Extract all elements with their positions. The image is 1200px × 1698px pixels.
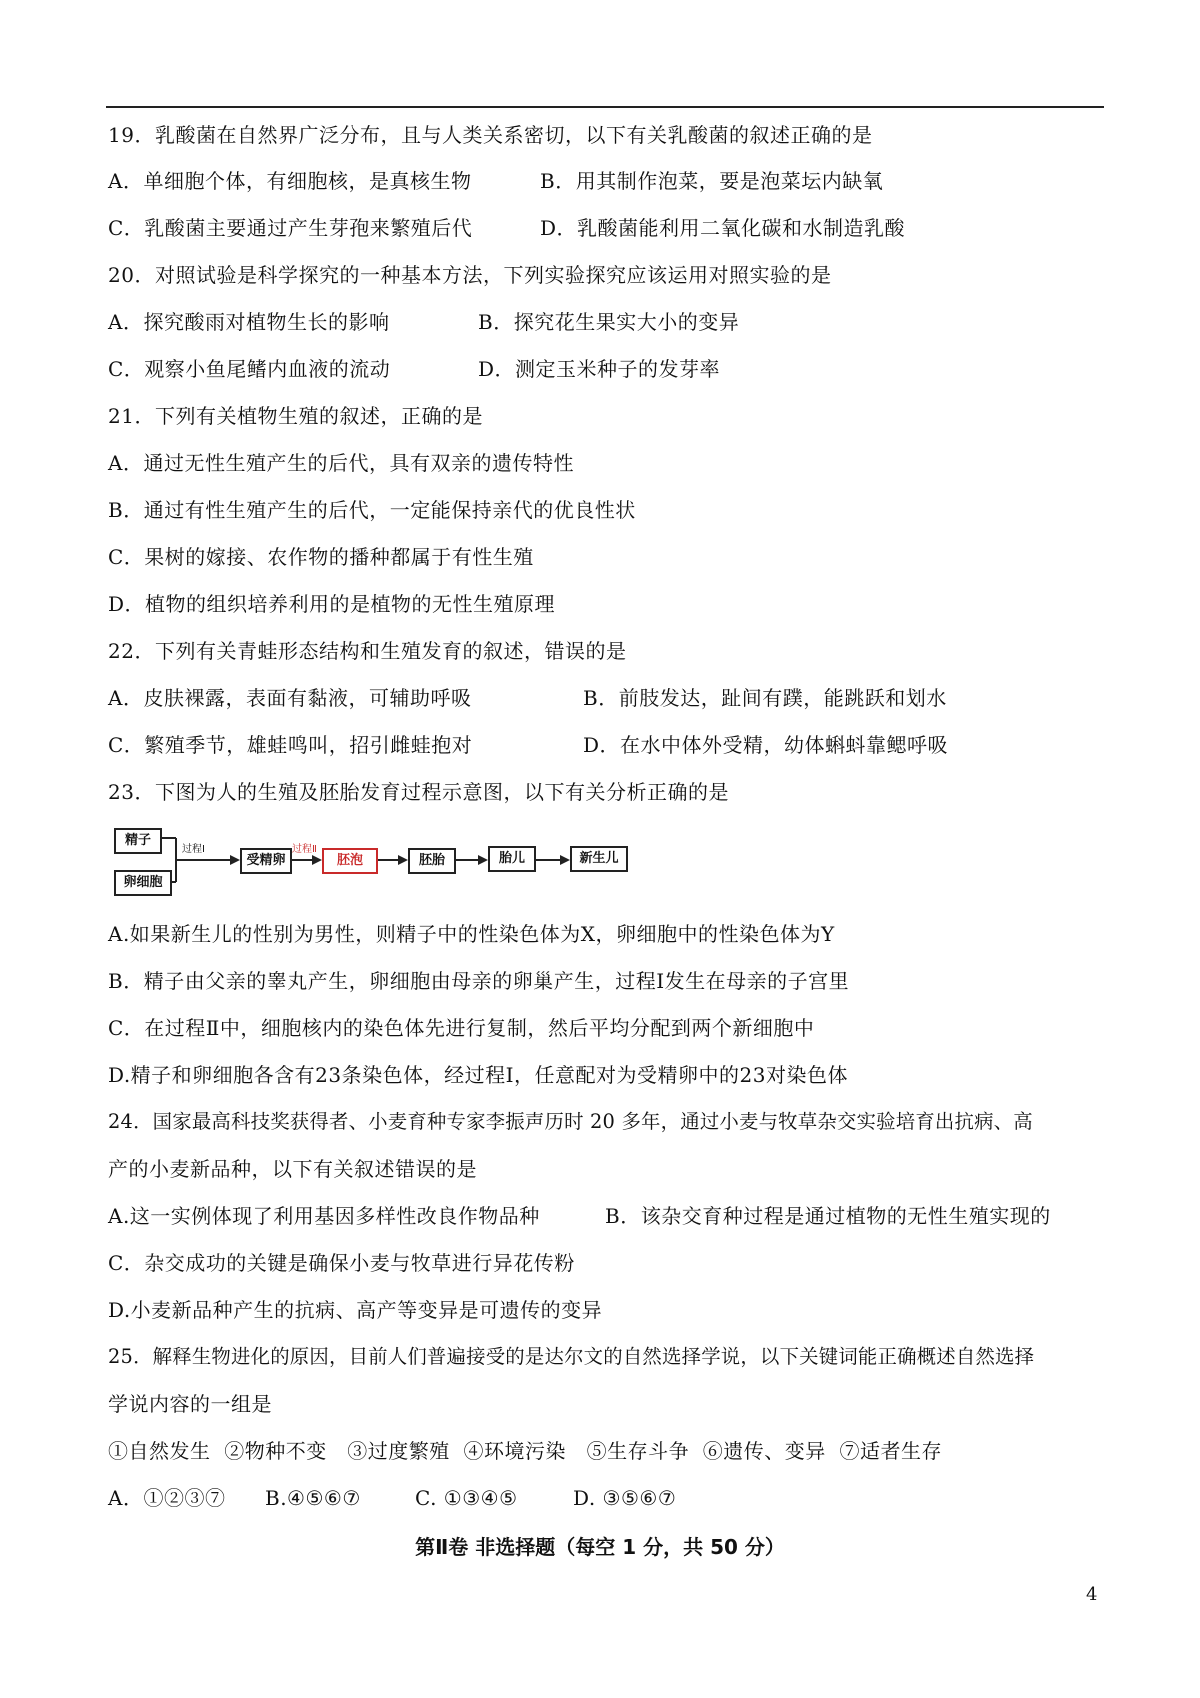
reproduction-diagram bbox=[112, 826, 632, 902]
q20-option-c: C．观察小鱼尾鳍内血液的流动 bbox=[108, 357, 391, 381]
blastocyst-box: 胚泡 bbox=[322, 848, 378, 874]
q23-option-d: D.精子和卵细胞各含有23条染色体，经过程Ⅰ，任意配对为受精卵中的23对染色体 bbox=[108, 1063, 848, 1087]
q19-option-a: A．单细胞个体，有细胞核，是真核生物 bbox=[108, 169, 472, 193]
q21-option-b: B．通过有性生殖产生的后代，一定能保持亲代的优良性状 bbox=[108, 498, 636, 522]
q20-option-a: A．探究酸雨对植物生长的影响 bbox=[108, 310, 390, 334]
zygote-box: 受精卵 bbox=[240, 848, 292, 874]
q21-option-c: C．果树的嫁接、农作物的播种都属于有性生殖 bbox=[108, 545, 534, 569]
q25-option-c: C. ①③④⑤ bbox=[415, 1486, 518, 1510]
q20-stem: 20．对照试验是科学探究的一种基本方法，下列实验探究应该运用对照实验的是 bbox=[108, 263, 832, 287]
q22-option-b: B．前肢发达，趾间有蹼，能跳跃和划水 bbox=[583, 686, 947, 710]
q23-option-b: B．精子由父亲的睾丸产生，卵细胞由母亲的卵巢产生，过程Ⅰ发生在母亲的子宫里 bbox=[108, 969, 850, 993]
embryo-box: 胚胎 bbox=[408, 848, 456, 874]
q25-option-a: A．①②③⑦ bbox=[108, 1486, 226, 1510]
q22-option-d: D．在水中体外受精，幼体蝌蚪靠鳃呼吸 bbox=[583, 733, 949, 757]
q23-option-c: C．在过程Ⅱ中，细胞核内的染色体先进行复制，然后平均分配到两个新细胞中 bbox=[108, 1016, 815, 1040]
egg-box: 卵细胞 bbox=[114, 870, 172, 896]
newborn-box: 新生儿 bbox=[570, 846, 628, 872]
q25-option-b: B.④⑤⑥⑦ bbox=[265, 1486, 361, 1510]
page-number: 4 bbox=[1086, 1584, 1098, 1605]
fetus-box: 胎儿 bbox=[488, 846, 536, 872]
q25-option-d: D. ③⑤⑥⑦ bbox=[573, 1486, 677, 1510]
q24-option-d: D.小麦新品种产生的抗病、高产等变异是可遗传的变异 bbox=[108, 1298, 603, 1322]
q19-stem: 19．乳酸菌在自然界广泛分布，且与人类关系密切，以下有关乳酸菌的叙述正确的是 bbox=[108, 123, 873, 147]
q20-option-d: D．测定玉米种子的发芽率 bbox=[478, 357, 721, 381]
q21-option-d: D．植物的组织培养利用的是植物的无性生殖原理 bbox=[108, 592, 556, 616]
q22-option-c: C．繁殖季节，雄蛙鸣叫，招引雌蛙抱对 bbox=[108, 733, 473, 757]
q20-option-b: B．探究花生果实大小的变异 bbox=[478, 310, 740, 334]
q24-stem-line1: 24．国家最高科技奖获得者、小麦育种专家李振声历时 20 多年，通过小麦与牧草杂交实验培育出抗病、高 bbox=[108, 1110, 1033, 1133]
section-title: 第Ⅱ卷 非选择题（每空 1 分，共 50 分） bbox=[415, 1535, 785, 1559]
q22-stem: 22．下列有关青蛙形态结构和生殖发育的叙述，错误的是 bbox=[108, 639, 627, 663]
q19-option-c: C．乳酸菌主要通过产生芽孢来繁殖后代 bbox=[108, 216, 473, 240]
q24-option-a: A.这一实例体现了利用基因多样性改良作物品种 bbox=[108, 1204, 540, 1228]
q25-keywords: ①自然发生 ②物种不变 ③过度繁殖 ④环境污染 ⑤生存斗争 ⑥遗传、变异 ⑦适者生存 bbox=[108, 1439, 943, 1463]
header-rule bbox=[106, 106, 1104, 108]
q24-stem-line2: 产的小麦新品种，以下有关叙述错误的是 bbox=[108, 1157, 477, 1181]
q23-stem: 23．下图为人的生殖及胚胎发育过程示意图，以下有关分析正确的是 bbox=[108, 780, 729, 804]
q25-stem-line2: 学说内容的一组是 bbox=[108, 1392, 272, 1416]
q19-option-b: B．用其制作泡菜，要是泡菜坛内缺氧 bbox=[540, 169, 884, 193]
q24-option-c: C．杂交成功的关键是确保小麦与牧草进行异花传粉 bbox=[108, 1251, 575, 1275]
q22-option-a: A．皮肤裸露，表面有黏液，可辅助呼吸 bbox=[108, 686, 472, 710]
process-2-label: 过程Ⅱ bbox=[292, 844, 317, 855]
q21-stem: 21．下列有关植物生殖的叙述，正确的是 bbox=[108, 404, 483, 428]
process-1-label: 过程Ⅰ bbox=[182, 844, 205, 855]
q23-option-a: A.如果新生儿的性别为男性，则精子中的性染色体为X，卵细胞中的性染色体为Y bbox=[108, 922, 835, 946]
sperm-box: 精子 bbox=[114, 828, 162, 854]
q19-option-d: D．乳酸菌能利用二氧化碳和水制造乳酸 bbox=[540, 216, 906, 240]
q21-option-a: A．通过无性生殖产生的后代，具有双亲的遗传特性 bbox=[108, 451, 574, 475]
q25-stem-line1: 25．解释生物进化的原因，目前人们普遍接受的是达尔文的自然选择学说，以下关键词能正确概述自然选择 bbox=[108, 1345, 1035, 1368]
q24-option-b: B．该杂交育种过程是通过植物的无性生殖实现的 bbox=[605, 1204, 1051, 1228]
